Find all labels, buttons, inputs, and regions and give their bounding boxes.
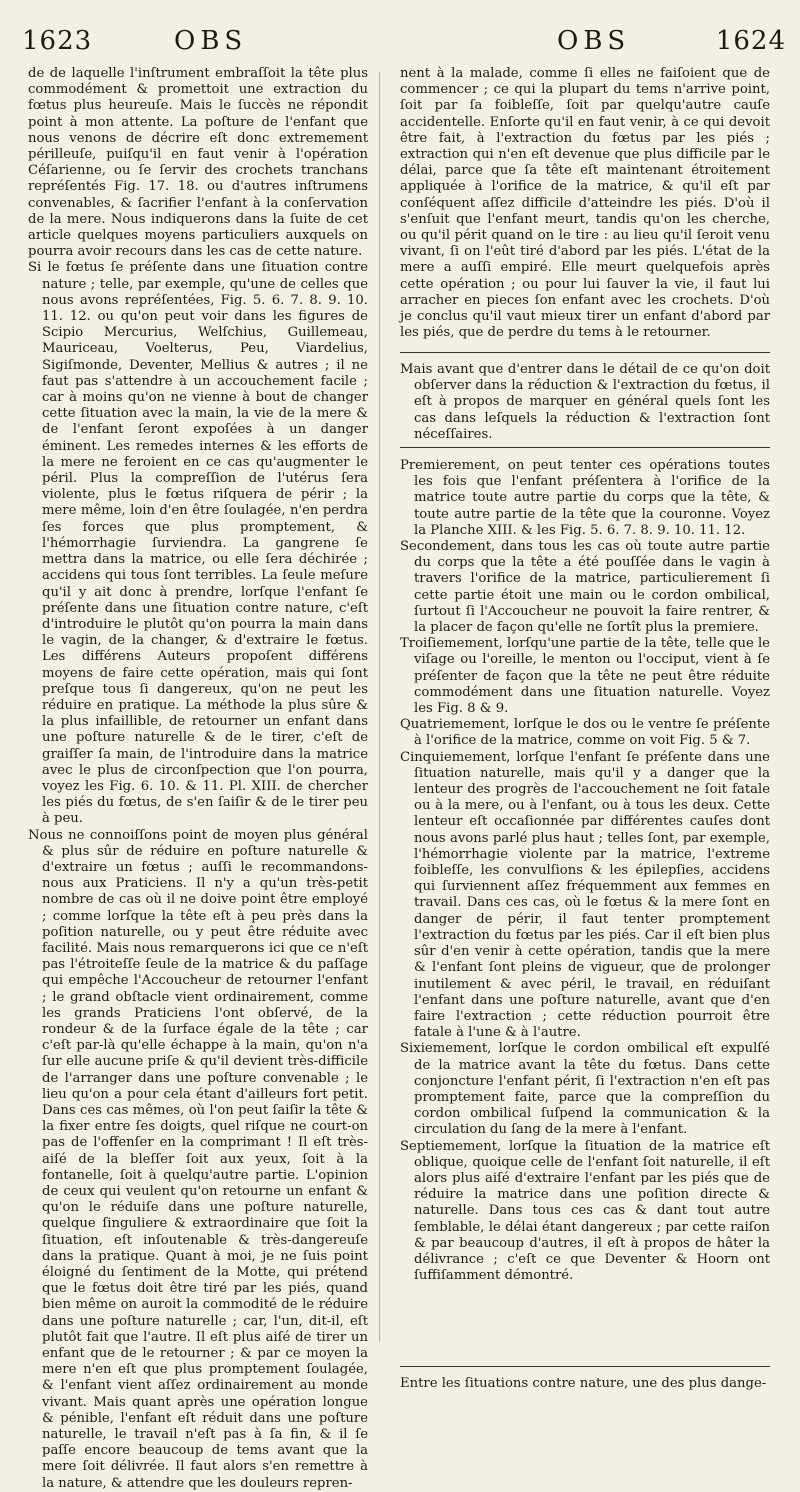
case-paragraph: Troiſiemement, lorſqu'une partie de la tête, telle que le viſage ou l'oreille, le menton ou l'occiput, vient à ſe préſenter de façon que la tête ne peut être réduite commodément dans une ſituation naturelle. Voyez les Fig. 8 & 9. (400, 636, 770, 717)
paragraph: Mais avant que d'entrer dans le détail de ce qu'on doit obſerver dans la réduction & l'extraction du fœtus, il eſt à propos de marquer en général quels ſont les cas dans leſquels la réduction & l'extraction ſont néceſſaires. (400, 362, 770, 442)
left-page-number: 1623 (22, 26, 93, 56)
case-paragraph: Quatriemement, lorſque le dos ou le ventre ſe préſente à l'orifice de la matrice, comme on voit Fig. 5 & 7. (400, 717, 770, 749)
paragraph: Si le fœtus ſe préſente dans une ſituation contre nature ; telle, par exemple, qu'une de celles que nous avons repréſentées, Fig. 5. 6. 7. 8. 9. 10. 11. 12. ou qu'on peut voir dans les figures de Scipio Mercurius, Welſchius, Guillemeau, Mauriceau, Voelterus, Peu, Viardelius, Sigiſmonde, Deventer, Mellius & autres ; il ne faut pas s'attendre à un accouchement facile ; car à moins qu'on ne vienne à bout de changer cette ſituation avec la main, la vie de la mere & de l'enfant ſeront expoſées à un danger éminent. Les remedes internes & les efforts de la mere ne feroient en ce cas qu'augmenter le péril. Plus la compreſſion de l'utérus ſera violente, plus le fœtus riſquera de périr ; la mere même, loin d'en être ſoulagée, n'en perdra ſes forces que plus promptement, & l'hémorrhagie ſurviendra. La gangrene ſe mettra dans la matrice, ou elle ſera déchirée ; accidens qui tous ſont terribles. La ſeule meſure qu'il y ait donc à prendre, lorſque l'enfant ſe préſente dans une ſituation contre nature, c'eſt d'introduire le plutôt qu'on pourra la main dans le vagin, de la changer, & d'extraire le fœtus. Les différens Auteurs propoſent différens moyens de faire cette opération, mais qui ſont preſque tous ſi dangereux, qu'on ne peut les réduire en pratique. La méthode la plus sûre & la plus infaillible, de retourner un enfant dans une poſture naturelle & de le tirer, c'eſt de graiſſer ſa main, de l'introduire dans la matrice avec le plus de circonſpection que l'on pourra, voyez les Fig. 6. 10. & 11. Pl. XIII. de chercher les piés du fœtus, de s'en ſaiſir & de le tirer peu à peu. (28, 260, 368, 827)
right-running-title: OBS (557, 26, 631, 56)
section-rule (400, 352, 770, 353)
right-column (400, 66, 770, 341)
section-rule (400, 1366, 770, 1367)
case-paragraph: Secondement, dans tous les cas où toute autre partie du corps que la tête a été pouſſée dans le vagin à travers l'orifice de la matrice, particulierement ſi cette partie étoit une main ou le cordon ombilical, ſurtout ſi l'Accoucheur ne pouvoit la faire rentrer, & la placer de façon qu'elle ne ſortît plus la premiere. (400, 539, 770, 636)
right-column-intro (400, 362, 770, 443)
case-paragraph: Septiemement, lorſque la ſituation de la matrice eſt oblique, quoique celle de l'enfant ſoit naturelle, il eſt alors plus aiſé d'extraire l'enfant par les piés que de réduire la matrice dans une poſition directe & naturelle. Dans tous ces cas & dant tout autre ſemblable, le délai étant dangereux ; par cette raiſon & par beaucoup d'autres, il eſt à propos de hâter la délivrance ; c'eſt ce que Deventer & Hoorn ont ſuffiſamment démontré. (400, 1138, 770, 1284)
column-divider (379, 72, 380, 1342)
running-header (22, 22, 790, 62)
case-paragraph: Premierement, on peut tenter ces opérations toutes les fois que l'enfant préſentera à l'orifice de la matrice toute autre partie du corps que la tête, & toute autre partie de la tête que la couronne. Voyez la Planche XIII. & les Fig. 5. 6. 7. 8. 9. 10. 11. 12. (400, 458, 770, 538)
paragraph: de de laquelle l'inſtrument embraſſoit la tête plus commodément & promettoit une extraction du fœtus plus heureuſe. Mais le ſuccès ne répondit point à mon attente. La poſture de l'enfant que nous venons de décrire eſt donc extremement périlleuſe, puiſqu'il en faut venir à l'opération Céſarienne, ou ſe ſervir des crochets tranchans repréſentés Fig. 17. 18. ou d'autres inſtrumens convenables, & ſacrifier l'enfant à la conſervation de la mere. Nous indiquerons dans la ſuite de cet article quelques moyens particuliers auxquels on pourra avoir recours dans les cas de cette nature. (28, 66, 368, 260)
section-rule (400, 447, 770, 448)
right-column-cases (400, 458, 770, 1284)
right-page-number: 1624 (715, 26, 786, 56)
left-running-title: OBS (174, 26, 248, 56)
right-column-end (400, 1376, 770, 1392)
case-paragraph: Sixiemement, lorſque le cordon ombilical eſt expulſé de la matrice avant la tête du fœtus. Dans cette conjoncture l'enfant périt, ſi l'extraction n'en eſt pas promptement faite, parce que la compreſſion du cordon ombilical ſuſpend la communication & la circulation du ſang de la mere à l'enfant. (400, 1041, 770, 1138)
case-paragraph: Cinquiemement, lorſque l'enfant ſe préſente dans une ſituation naturelle, mais qu'il y a danger que la lenteur des progrès de l'accouchement ne ſoit fatale ou à la mere, ou à l'enfant, ou à tous les deux. Cette lenteur eſt occaſionnée par différentes cauſes dont nous avons parlé plus haut ; telles ſont, par exemple, l'hémorrhagie violente par la matrice, l'extreme foibleſſe, les convulſions & les épilepſies, accidens qui ſurviennent aſſez fréquemment aux femmes en travail. Dans ces cas, où le fœtus & la mere ſont en danger de périr, il faut tenter promptement l'extraction du fœtus par les piés. Car il eſt bien plus sûr d'en venir à cette opération, tandis que la mere & l'enfant ſont pleins de vigueur, que de prolonger inutilement & avec péril, le travail, en réduiſant l'enfant dans une poſture naturelle, avant que d'en faire l'extraction ; cette réduction pourroit être fatale à l'une & à l'autre. (400, 749, 770, 1041)
paragraph: Entre les ſituations contre nature, une des plus dange- (400, 1376, 767, 1391)
left-column (28, 66, 368, 1492)
paragraph: Nous ne connoiſſons point de moyen plus général & plus sûr de réduire en poſture naturelle & d'extraire un fœtus ; auſſi le recommandons-nous aux Praticiens. Il n'y a qu'un très-petit nombre de cas où il ne doive point être employé ; comme lorſque la tête eſt à peu près dans la poſition naturelle, ou y peut être réduite avec facilité. Mais nous remarquerons ici que ce n'eſt pas l'étroiteſſe ſeule de la matrice & du paſſage qui empêche l'Accoucheur de retourner l'enfant ; le grand obſtacle vient ordinairement, comme les grands Praticiens l'ont obſervé, de la rondeur & de la ſurface égale de la tête ; car c'eſt par-là qu'elle échappe à la main, qu'on n'a ſur elle aucune priſe & qu'il devient très-difficile de l'arranger dans une poſture convenable ; le lieu qu'on a pour cela étant d'ailleurs fort petit. Dans ces cas mêmes, où l'on peut ſaiſir la tête & la fixer entre ſes doigts, quel riſque ne court-on pas de l'offenſer en la comprimant ! Il eſt très-aiſé de la bleſſer ſoit aux yeux, ſoit à la fontanelle, ſoit à quelqu'autre partie. L'opinion de ceux qui veulent qu'on retourne un enfant & qu'on le réduiſe dans une poſture naturelle, quelque ſinguliere & extraordinaire que ſoit la ſituation, eſt inſoutenable & très-dangereuſe dans la pratique. Quant à moi, je ne ſuis point éloigné du ſentiment de la Motte, qui prétend que le fœtus doit être tiré par les piés, quand bien même on auroit la commodité de le réduire dans une poſture naturelle ; car, l'un, dit-il, eſt plutôt fait que l'autre. Il eſt plus aiſé de tirer un enfant que de le retourner ; & par ce moyen la mere n'en eſt que plus promptement ſoulagée, & l'enfant vient aſſez ordinairement au monde vivant. Mais quant après une opération longue & pénible, l'enfant eſt réduit dans une poſture naturelle, le travail n'eſt pas à ſa fin, & il ſe paſſe encore beaucoup de tems avant que la mere ſoit délivrée. Il faut alors s'en remettre à la nature, & attendre que les douleurs repren- (28, 827, 368, 1491)
paragraph: nent à la malade, comme ſi elles ne faiſoient que de commencer ; ce qui la plupart du tems n'arrive point, ſoit par ſa foibleſſe, ſoit par quelqu'autre cauſe accidentelle. Enſorte qu'il en faut venir, à ce qui devoit être fait, à l'extraction du fœtus par les piés ; extraction qui n'en eſt devenue que plus difficile par le délai, parce que ſa tête eſt maintenant étroitement appliquée à l'orifice de la matrice, & qu'il eſt par conſéquent aſſez difficile d'atteindre les piés. D'où il s'enſuit que l'enfant meurt, tandis qu'on les cherche, ou qu'il périt quand on le tire : au lieu qu'il ſeroit venu vivant, ſi on l'eût tiré d'abord par les piés. L'état de la mere a auſſi empiré. Elle meurt quelquefois après cette opération ; ou pour lui ſauver la vie, il faut lui arracher en pieces ſon enfant avec les crochets. D'où je conclus qu'il vaut mieux tirer un enfant d'abord par les piés, que de perdre du tems à le retourner. (400, 66, 770, 341)
